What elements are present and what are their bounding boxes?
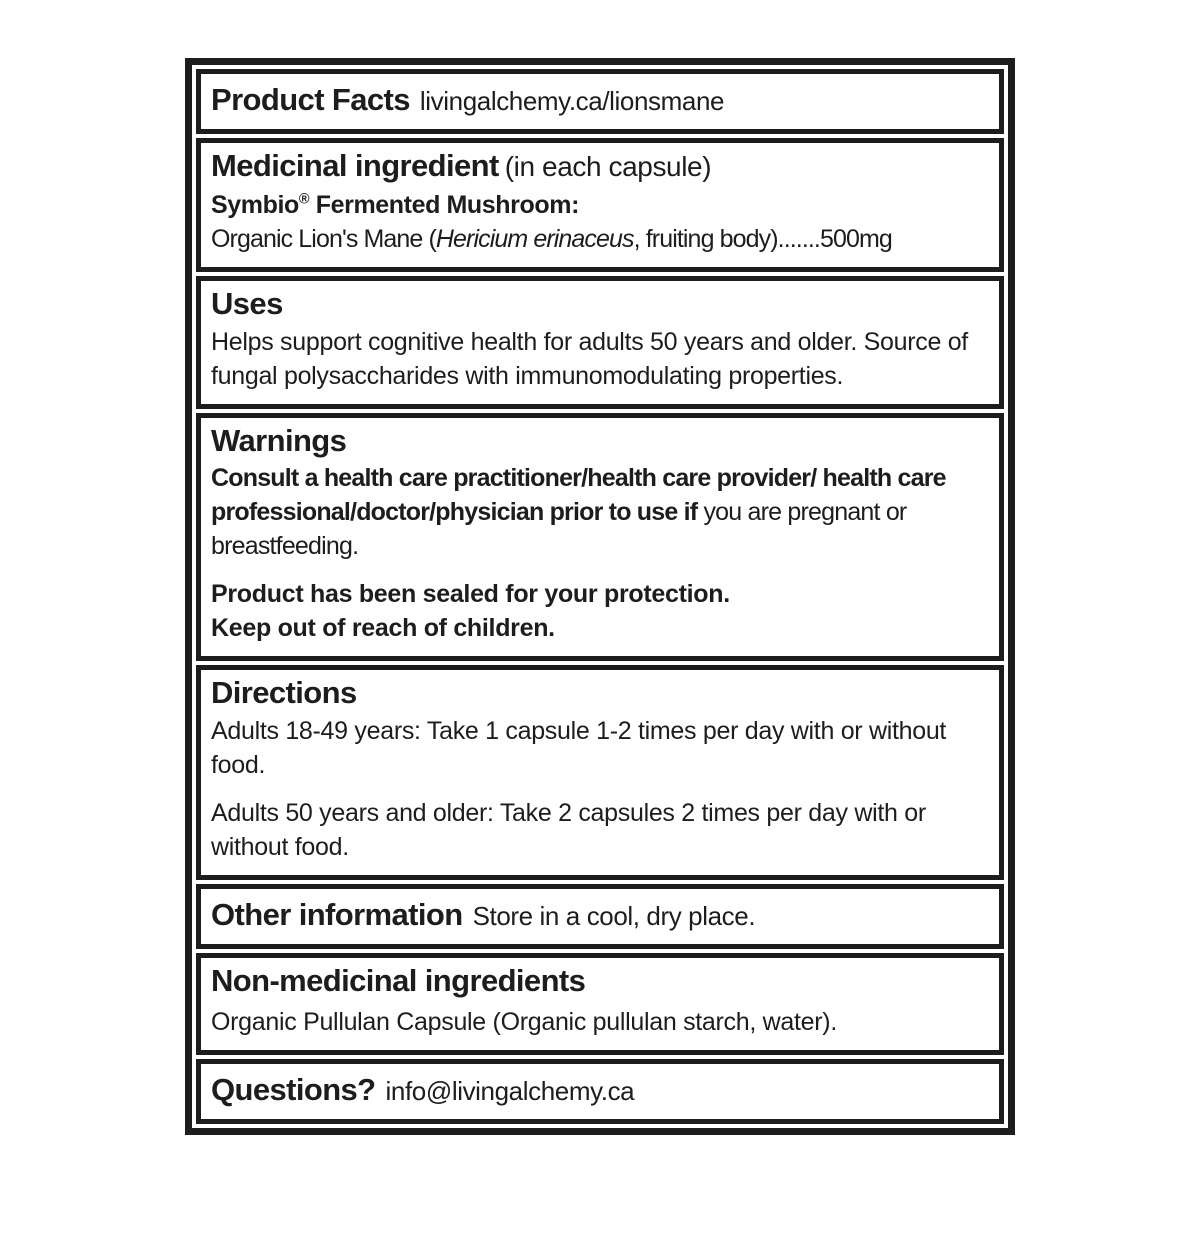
- questions-heading: Questions?: [211, 1072, 376, 1108]
- section-other-information: [196, 884, 1004, 949]
- warnings-sealed-line: Product has been sealed for your protection.: [211, 580, 730, 609]
- section-uses: [196, 276, 1004, 409]
- ingredient-amount: 500mg: [819, 225, 892, 254]
- registered-trademark-symbol: ®: [298, 192, 310, 208]
- directions-adults-50-plus: Adults 50 years and older: Take 2 capsules 2 times per day with or without food.: [211, 799, 926, 862]
- ingredient-name: Organic Lion's Mane (: [211, 225, 436, 254]
- other-information-heading: Other information: [211, 897, 463, 933]
- medicinal-heading: Medicinal ingredient: [211, 147, 499, 183]
- ingredient-amount-line: [211, 222, 989, 256]
- ingredient-suffix: , fruiting body): [633, 225, 778, 254]
- symbio-brand-line: [211, 188, 989, 222]
- medicinal-heading-note: (in each capsule): [504, 150, 712, 182]
- section-warnings: [196, 413, 1004, 662]
- directions-adults-18-49: Adults 18-49 years: Take 1 capsule 1-2 times per day with or without food.: [211, 717, 947, 780]
- other-information-text: Store in a cool, dry place.: [472, 901, 756, 932]
- section-medicinal-ingredient: [196, 138, 1004, 273]
- leader-dots: .......: [777, 225, 820, 254]
- product-facts-title: Product Facts: [211, 82, 410, 117]
- warnings-heading: Warnings: [211, 422, 347, 458]
- warnings-consult-paragraph: [211, 461, 989, 563]
- directions-heading: Directions: [211, 675, 357, 711]
- section-directions: [196, 665, 1004, 880]
- non-medicinal-text: Organic Pullulan Capsule (Organic pullulan starch, water).: [211, 1008, 837, 1037]
- questions-email: info@livingalchemy.ca: [385, 1076, 635, 1107]
- warnings-children-line: Keep out of reach of children.: [211, 614, 555, 643]
- warnings-sealed-paragraph: [211, 577, 989, 645]
- uses-heading: Uses: [211, 286, 283, 322]
- brand-name: Symbio: [211, 191, 299, 220]
- warnings-consult-bold: Consult a health care practitioner/health care provider/ health care professional/doctor/physician prior to use if: [211, 464, 946, 527]
- product-facts-label: [185, 58, 1015, 1135]
- ingredient-latin-name: Hericium erinaceus: [435, 225, 634, 254]
- uses-text: Helps support cognitive health for adults 50 years and older. Source of fungal polysaccharides with immunomodulating properties.: [211, 327, 968, 390]
- section-questions: [196, 1059, 1004, 1124]
- non-medicinal-heading: Non-medicinal ingredients: [211, 962, 586, 998]
- product-url: livingalchemy.ca/lionsmane: [419, 86, 725, 116]
- warnings-consult-regular: you are pregnant or breastfeeding.: [211, 498, 907, 561]
- medicinal-heading-row: [211, 148, 989, 185]
- brand-rest: Fermented Mushroom:: [309, 191, 579, 220]
- section-non-medicinal: [196, 953, 1004, 1056]
- section-product-facts: [196, 69, 1004, 134]
